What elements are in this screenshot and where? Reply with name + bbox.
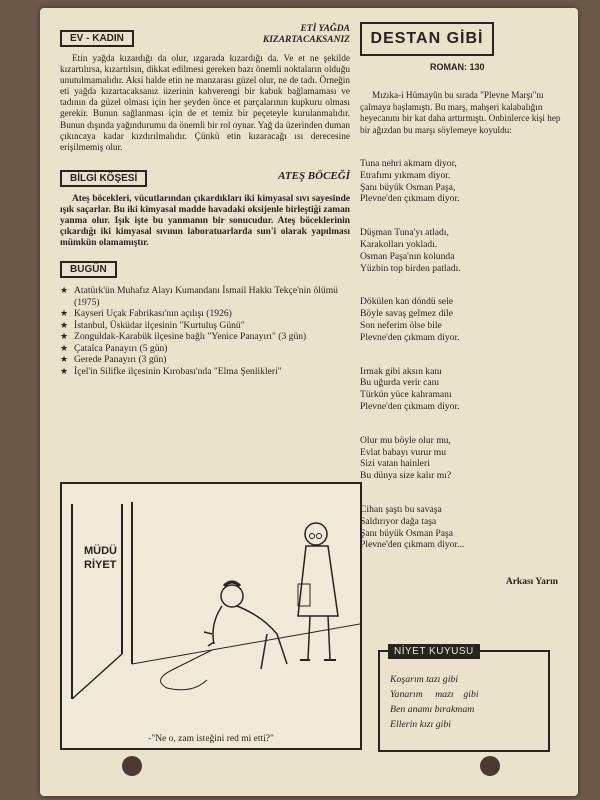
punch-hole: [122, 756, 142, 776]
door-sign-line: MÜDÜ: [84, 545, 117, 557]
list-item: ★ Atatürk'ün Muhafız Alayı Kumandanı İsmail Hakkı Tekçe'nin ölümü (1975): [60, 285, 350, 308]
verse-line: Etrafımı yıkmam diyor.: [360, 169, 451, 181]
niyet-kuyusu-box: [378, 646, 550, 752]
kicker-line: KIZARTACAKSANIZ: [262, 35, 350, 45]
list-item: ★ Zonguldak-Karabük ilçesine bağlı "Yenice Panayırı" (3 gün): [60, 331, 350, 343]
right-column: [360, 22, 570, 587]
niyet-tag: NİYET KUYUSU: [388, 644, 480, 659]
verse-line: Bu dünya size kalır mı?: [360, 470, 452, 482]
roman-label: ROMAN:: [430, 62, 467, 72]
verse-line: Düşman Tuna'yı atladı,: [360, 227, 449, 239]
destan-title: DESTAN GİBİ: [360, 22, 494, 56]
verse-line: Ellerin kızı gibi: [390, 719, 451, 730]
list-item: ★ İstanbul, Üsküdar ilçesinin "Kurtuluş Günü": [60, 320, 350, 332]
verse-line: Türkün yüce kahramanı: [360, 389, 452, 401]
door-sign: [84, 544, 117, 572]
bugun-header: [60, 257, 350, 281]
list-item: ★ Gerede Panayırı (3 gün): [60, 354, 350, 366]
stanza: [360, 366, 570, 413]
cartoon-panel: [60, 482, 362, 750]
verse-line: Evlat babayı vurur mu: [360, 446, 447, 458]
verse-line: Irmak gibi aksın kanı: [360, 365, 442, 377]
verse-line: Koşarım tazı gibi: [390, 674, 459, 685]
stanza: [360, 435, 570, 482]
list-item: ★ Kayseri Uçak Fabrikası'nın açılışı (1926): [60, 308, 350, 320]
verse-line: Şanı büyük Osman Paşa: [360, 527, 454, 539]
verse-line: Plevne'den çıkmam diyor.: [360, 400, 460, 412]
continued-note: Arkası Yarın: [505, 577, 558, 588]
verse-line: Dökülen kan döndü sele: [360, 296, 453, 308]
verse-line: Sizi vatan hainleri: [360, 458, 430, 470]
stanza: [360, 158, 570, 205]
door-sign-line: RİYET: [84, 559, 117, 571]
verse-line: Tuna nehri akmam diyor,: [360, 158, 457, 169]
verse-line: Bu uğurda verir canı: [360, 377, 440, 389]
bilgi-kicker: ATEŞ BÖCEĞİ: [278, 169, 350, 182]
verse-line: Osman Paşa'nın kolunda: [360, 250, 455, 262]
verse-line: Olur mu böyle olur mu,: [360, 434, 451, 446]
bilgi-text: Ateş böcekleri, vücutlarından çıkardıkları iki kimyasal sıvı sayesinde ışık saçarlar. Bu iki kimyasal madde havadaki oksijenle birleştiği zaman yanma olur. Işık işte bu yanmanın bir sonucudur. Ateş böceklerinin çıkardığı iki kimyasal sıvının laboratuarlarda sun'i olarak yapılması mümkün olamamıştır.: [60, 193, 350, 249]
roman-number: [430, 62, 570, 72]
ev-kadin-kicker: [263, 24, 350, 46]
punch-hole: [480, 756, 500, 776]
stanza: [360, 504, 570, 551]
bugun-list: [60, 285, 350, 377]
verse-line: Karakolları yokladı.: [360, 238, 438, 250]
verse-line: Plevne'den çıkmam diyor.: [360, 331, 460, 343]
verse-line: Şanı büyük Osman Paşa,: [360, 181, 456, 193]
ev-kadin-text: Etin yağda kızardığı da olur, ızgarada kızardığı da. Ve et ne şekilde kızartılırsa, kızartılsın, dikkat edilmesi gereken bazı önemli noktaların olduğu unutulmamalıdır. Aksi halde etin ne manzarası güzel olur, ne de tadı. Örneğin eti yağda kızartacaksanız üzerinin kahverengi bir kabuk bağlamaması ve tadının da güzel olması için her şeyden önce et parçalarının kupkuru olması gerekir. Bunun sağlanması için de et temiz bir peçeteyle kurulanmalıdır. Bunun dışında yağındurumu da önemli bir rol oynar. Yağ da üzerinden duman çıkıncaya kadar kızdırılmalıdır. Çünkü etin kızaracağı ısı derecesine erişilmemiş olur.: [60, 54, 350, 153]
cartoon-drawing: [62, 484, 360, 714]
verse-line: Yüzbin top birden patladı.: [360, 262, 461, 274]
ev-kadin-tag: EV - KADIN: [60, 30, 134, 47]
destan-intro: Mızıka-i Hümayûn bu sırada "Plevne Marşı"nı çalmaya başlamıştı. Bu marş, mahşeri kalabalığın heyecanını bir kat daha arttırmıştı. Onbinlerce kişi hep bir ağızdan bu marşı söylemeye koyuldu:: [360, 90, 561, 135]
verse-line: Ben anamı bırakmam: [390, 704, 475, 715]
list-item: ★ Çatalca Panayırı (5 gün): [60, 343, 350, 355]
verse-line: Son neferim ölse bile: [360, 319, 442, 331]
verse-line: Saldırıyor dağa taşa: [360, 515, 437, 527]
niyet-verse: [390, 672, 479, 732]
list-item: ★ İçel'in Silifke ilçesinin Kırobası'nda "Elma Şenlikleri": [60, 366, 350, 378]
bilgi-tag: BİLGİ KÖŞESİ: [60, 170, 147, 187]
verse-line: Cihan şaştı bu savaşa: [360, 503, 442, 515]
ev-kadin-header: [60, 22, 350, 52]
cartoon-caption: -"Ne o, zam isteğini red mi etti?": [148, 734, 274, 744]
stanza: [360, 296, 570, 343]
verse-line: Plevne'den çıkmam diyor...: [360, 539, 465, 551]
verse-line: Plevne'den çıkmam diyor.: [360, 193, 460, 205]
verse-line: Böyle savaş gelmez dile: [360, 308, 453, 320]
stanza: [360, 227, 570, 274]
bilgi-header: [60, 162, 350, 192]
left-column: [60, 22, 350, 377]
verse-line: Yanarım mazı gibi: [390, 689, 479, 700]
roman-value: 130: [469, 62, 485, 72]
bugun-tag: BUGÜN: [60, 261, 117, 278]
kicker-line: ETİ YAĞDA: [300, 24, 350, 34]
